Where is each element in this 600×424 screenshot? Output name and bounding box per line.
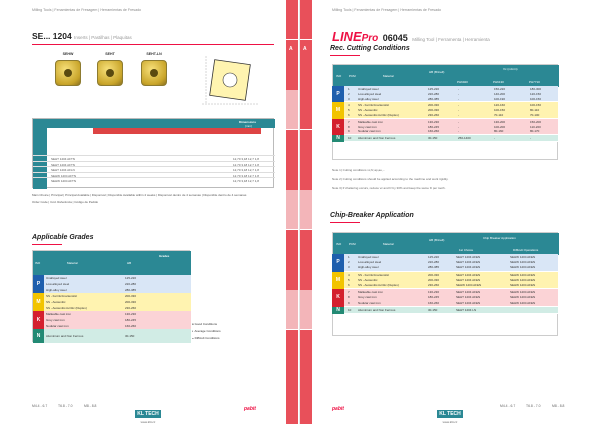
col-grade: PH7710: [529, 80, 540, 84]
table-cell: Nodular cast iron: [358, 129, 381, 134]
iso-label: P: [332, 254, 344, 272]
table-cell: SEHW 1204 AFEN: [510, 255, 536, 259]
dims: 12,70 3,18 12,7 1,8: [233, 168, 259, 172]
side-tab-strip-right: [300, 0, 312, 424]
iso-band: [332, 135, 558, 142]
table-cell: High-alloy steel: [358, 265, 379, 270]
table-cell: 1: [348, 255, 350, 259]
footer-nav-3[interactable]: M8 - 8.8: [552, 404, 565, 408]
footer-nav-2[interactable]: T6.8 - 7.0: [58, 404, 73, 408]
table-cell: SS - Austenitic-ferritic (Duplex): [358, 282, 399, 287]
title-sub: Inserts | Pastilhas | Plaquitas: [74, 35, 132, 40]
table-cell: 3: [348, 265, 350, 270]
table-cell: -: [458, 91, 459, 96]
tab-label-a-left: A: [289, 46, 293, 52]
table-cell: Malleable cast iron: [358, 290, 384, 295]
notes: [332, 168, 448, 191]
dimension-drawing: [198, 50, 264, 112]
dims: 12,70 3,18 12,7 1,8: [233, 162, 259, 167]
table-cell: SEHT 1204 AFEN: [456, 265, 481, 270]
table-cell: 125-220: [428, 87, 440, 91]
col-material: Material: [67, 261, 78, 265]
tab[interactable]: [286, 90, 298, 130]
table-cell: 2: [348, 91, 350, 96]
table-cell: 230-260: [428, 282, 440, 287]
brand-line: LINE: [332, 29, 362, 44]
table-cell: 200-330: [428, 108, 440, 113]
iso-label: M: [33, 293, 44, 311]
material: SS - Austenitic: [46, 300, 66, 304]
hb: 125-220: [125, 276, 137, 280]
iso-label: K: [33, 311, 44, 329]
table-header: [333, 65, 559, 87]
table-cell: 5: [348, 108, 350, 113]
designation: SEHT 1204 AFLN: [51, 168, 75, 172]
tab-a[interactable]: [286, 0, 298, 40]
table-cell: 160-260: [428, 300, 440, 305]
hb: 230-260: [125, 306, 137, 310]
table-cell: 250-1400: [458, 136, 471, 141]
hb: 220-280: [125, 282, 137, 286]
col-iso: ISO: [336, 74, 342, 78]
table-cell: Aluminium and Non Ferrous: [358, 136, 396, 141]
table-cell: Low-alloyed steel: [358, 91, 382, 96]
hb: 200-330: [125, 294, 137, 298]
kltech-logo-right: [434, 402, 466, 424]
hb: 280-385: [125, 288, 137, 292]
iso-band: [332, 102, 558, 118]
iso-label: P: [332, 86, 344, 102]
table-cell: -: [458, 129, 459, 134]
table-cell: SEHW 1204 AFEN: [510, 277, 536, 282]
table-cell: -: [458, 103, 459, 108]
table-cell: High-alloy steel: [358, 96, 379, 101]
note: Note 2) Cutting conditions should be applied according to the machine and work rigidity.: [332, 177, 449, 181]
material: Nodular cast iron: [46, 324, 69, 328]
table-cell: -: [458, 124, 459, 129]
iso-label: N: [332, 307, 344, 314]
table-cell: Grey cast iron: [358, 295, 377, 300]
table-cell: -: [458, 112, 459, 117]
order-code: 1114024: [35, 157, 47, 161]
table-cell: 125-220: [428, 255, 440, 259]
table-cell: 80-170: [530, 129, 540, 134]
table-cell: SEHT 1204 AFEN: [456, 260, 481, 265]
table-cell: 100-150: [494, 108, 506, 113]
material: SS - Ferritic/martensitic: [46, 294, 78, 298]
table-cell: 30-150: [428, 307, 438, 312]
table-cell: SEHT 1204 AFEN: [456, 290, 481, 295]
model-sub: Milling Tool | Ferramenta | Herramienta: [412, 37, 490, 42]
table-cell: 80-110: [530, 108, 540, 113]
pabit-logo: pabit: [244, 406, 256, 412]
order-code: 1114032: [35, 162, 47, 167]
page-header-right: Milling Tools | Fenamientas de Fresagem | Herramientas de Fresado: [332, 8, 442, 12]
iso-m-band: [33, 293, 191, 311]
table-cell: Malleable cast iron: [358, 119, 384, 124]
table-cell: SS - Austenitic: [358, 108, 378, 113]
applicable-grades-table: [32, 250, 190, 342]
dims: 12,70 3,18 12,7 1,8: [233, 157, 259, 161]
table-cell: 150-200: [530, 119, 542, 124]
table-cell: 70-100: [530, 112, 540, 117]
table-cell: 280-385: [428, 96, 440, 101]
footer-nav-3[interactable]: M8 - 8.8: [84, 404, 97, 408]
table-cell: 140-200: [494, 91, 506, 96]
iso-label: N: [33, 329, 44, 343]
table-cell: Grey cast iron: [358, 124, 377, 129]
order-code-legend: Order Code | Cód. Referência | Código de Pedido: [32, 200, 99, 204]
table-cell: 8: [348, 295, 350, 300]
legend-good: ● Good Conditions: [192, 322, 218, 326]
table-cell: 120-150: [530, 91, 542, 96]
iso-band: [332, 272, 558, 290]
table-cell: -: [530, 136, 531, 141]
table-cell: 8: [348, 124, 350, 129]
footer-nav-2[interactable]: T6.8 - 7.0: [526, 404, 541, 408]
material: Malleable cast iron: [46, 312, 72, 316]
iso-band: [332, 86, 558, 102]
grades-table: [32, 118, 274, 188]
tab[interactable]: [300, 290, 312, 330]
table-cell: SEHW 1204 AFEN: [510, 282, 536, 287]
iso-k-band: [33, 311, 191, 329]
table-cell: SEHT 1204 AFEN: [456, 277, 481, 282]
tab-a[interactable]: [300, 0, 312, 40]
dims: 12,70 3,18 12,7 1,8: [233, 179, 259, 183]
iso-label: M: [332, 102, 344, 118]
table-cell: 200-330: [428, 103, 440, 108]
table-cell: SEHW 1204 AFEN: [510, 295, 536, 300]
table-cell: 30-150: [428, 136, 438, 141]
table-cell: Unalloyed steel: [358, 255, 379, 259]
table-cell: 3: [348, 96, 350, 101]
title-code: SE... 1204: [32, 31, 72, 41]
insert-image: [97, 60, 123, 86]
col-pcm: PCM: [349, 74, 356, 78]
iso-p-band: [33, 275, 191, 293]
table-cell: 100-200: [494, 124, 506, 129]
table-cell: SEHW 1204 AFEN: [510, 265, 536, 270]
table-cell: 6: [348, 112, 350, 117]
footer-nav-1[interactable]: M4.4 - 6.7: [32, 404, 48, 408]
material: Unalloyed steel: [46, 276, 67, 280]
material: Low-alloyed steel: [46, 282, 70, 286]
table-cell: 100-150: [530, 103, 542, 108]
table-cell: SEHT 1204 AFEN: [456, 255, 481, 259]
brand-title: [332, 28, 490, 46]
table-cell: SEHW 1204 AFEN: [510, 260, 536, 265]
designation: SEHT 1204 AFTN: [51, 157, 75, 161]
hb: 180-245: [125, 318, 137, 322]
tab[interactable]: [286, 290, 298, 330]
table-cell: Low-alloyed steel: [358, 260, 382, 265]
side-tab-strip-left: [286, 0, 298, 424]
col-pcm: PCM: [349, 242, 356, 246]
availability-legend: Main Choice | Principal | Principal Available | Disponível | Disponible Available within 4 weeks | Disponível dentro de 4 semanas | Disponible dentro de 4 semanas: [32, 193, 247, 197]
brand-pro: Pro: [361, 33, 379, 44]
kltech-logo: [132, 402, 164, 424]
designation: SEHW 1204 AFTN: [51, 173, 77, 178]
col-1st-choice: 1st Choice: [459, 248, 474, 252]
table-cell: SS - Austenitic-ferritic (Duplex): [358, 112, 399, 117]
tab[interactable]: [300, 190, 312, 230]
table-cell: 2: [348, 260, 350, 265]
col-iso: ISO: [35, 261, 41, 265]
table-cell: 80-160: [494, 129, 504, 134]
col-group: Chip Breaker Application: [483, 236, 516, 240]
hb: 160-260: [125, 324, 137, 328]
table-cell: 4: [348, 272, 350, 277]
table-cell: 180-245: [428, 124, 440, 129]
footer-nav-1[interactable]: M4.4 - 6.7: [500, 404, 516, 408]
table-cell: 70-110: [494, 112, 504, 117]
iso-label: N: [332, 135, 344, 142]
kltech-url: www.kltt.cz: [140, 420, 156, 424]
shape-label: SEHW: [62, 52, 74, 56]
col-hb: HB: [127, 261, 132, 265]
grades-table-subheader: [93, 128, 261, 134]
chip-title: Chip-Breaker Application: [330, 212, 414, 219]
col-vc: Vc (m/min): [503, 67, 518, 71]
dim-header: Dimensions: [239, 120, 257, 124]
hb: 30-150: [125, 334, 135, 338]
col-material: Material: [383, 242, 394, 246]
page-title: [32, 31, 132, 41]
table-cell: 6: [348, 282, 350, 287]
shape-label: SEHT: [105, 52, 115, 56]
iso-band: [332, 119, 558, 135]
iso-label: K: [332, 119, 344, 135]
table-cell: 100-150: [530, 96, 542, 101]
table-cell: 130-230: [428, 290, 440, 295]
table-cell: -: [458, 108, 459, 113]
table-cell: 120-160: [494, 103, 506, 108]
insert-image: [55, 60, 81, 86]
designation: SEHT 1204 AFTN: [51, 162, 75, 167]
table-cell: SEHT 1204 AFEN: [456, 272, 481, 277]
tab[interactable]: [286, 190, 298, 230]
kltech-url: www.kltt.cz: [442, 420, 458, 424]
table-cell: 1: [348, 87, 350, 91]
model-number: 06045: [382, 33, 408, 43]
iso-band: [332, 254, 558, 272]
table-cell: 5: [348, 277, 350, 282]
table-cell: 160-260: [428, 129, 440, 134]
shape-label: SEHT-LN: [146, 52, 162, 56]
iso-label: P: [33, 275, 44, 293]
table-cell: 7: [348, 290, 350, 295]
note: Note 3) If chattering occurs, reduce vc and fz by 30% and keep the same fz per tooth.: [332, 186, 446, 190]
col-grade: PH6130: [493, 80, 504, 84]
table-cell: SEHW 1204 AFEN: [456, 282, 482, 287]
table-cell: 230-260: [428, 112, 440, 117]
page-header: Milling Tools | Fenamientas de Fresagem | Herramientas de Fresado: [32, 8, 142, 12]
iso-label: K: [332, 289, 344, 307]
designation: SEHW 1204 AFTN: [51, 179, 77, 183]
table-cell: -: [458, 119, 459, 124]
table-cell: 100-190: [494, 96, 506, 101]
table-row: [33, 177, 275, 182]
table-cell: 220-280: [428, 260, 440, 265]
table-cell: 180-300: [530, 87, 542, 91]
table-cell: SEHT 1204 AFEN: [456, 300, 481, 305]
col-grades: Grades: [159, 254, 170, 258]
col-difficult: Difficult Operations: [513, 248, 539, 252]
table-cell: Aluminium and Non Ferrous: [358, 307, 396, 312]
note: Note 1) Cutting conditions vc,fz,ap,ae,...: [332, 168, 386, 172]
table-cell: 10: [348, 307, 352, 312]
order-code: 1114066: [35, 179, 47, 183]
table-cell: 7: [348, 119, 350, 124]
table-cell: SEHW 1204 AFEN: [510, 290, 536, 295]
kltech-text: KL TECH: [439, 411, 461, 417]
material: High-alloy steel: [46, 288, 67, 292]
table-cell: 110-200: [530, 124, 541, 129]
table-cell: Unalloyed steel: [358, 87, 379, 91]
order-code: 1114058: [35, 173, 47, 178]
table-cell: 10: [348, 136, 352, 141]
col-hb: HB (Brinell): [429, 238, 445, 242]
table-cell: SEHT 1204 LN: [456, 307, 477, 312]
table-cell: SEHT 1204 AFEN: [456, 295, 481, 300]
tab-label-a-right: A: [303, 46, 307, 52]
table-cell: -: [494, 136, 495, 141]
table-cell: 9: [348, 300, 350, 305]
shape-seht-ln: [134, 52, 174, 86]
table-cell: SS - Ferritic/martensitic: [358, 272, 390, 277]
material: SS - Austenitic-ferritic (Duplex): [46, 306, 87, 310]
material: Grey cast iron: [46, 318, 65, 322]
title-rule: [32, 44, 274, 45]
table-cell: SEHW 1204 AFEN: [510, 272, 536, 277]
legend-difficult: ◒ Difficult Conditions: [192, 336, 220, 340]
table-cell: 130-200: [494, 119, 506, 124]
insert-image: [141, 60, 167, 86]
iso-band: [332, 289, 558, 307]
col-material: Material: [383, 74, 394, 78]
table-cell: Nodular cast iron: [358, 300, 381, 305]
iso-n-band: [33, 329, 191, 343]
table-cell: 200-330: [428, 277, 440, 282]
material: Aluminium and Non Ferrous: [46, 334, 84, 338]
table-cell: 4: [348, 103, 350, 108]
table-cell: 150-220: [494, 87, 506, 91]
pabit-logo-right: pabit: [332, 406, 344, 412]
col-hb: HB (Brinell): [429, 70, 445, 74]
shape-seht: [90, 52, 130, 86]
iso-band: [332, 307, 558, 314]
table-cell: 220-280: [428, 91, 440, 96]
kltech-text: KL TECH: [137, 411, 159, 417]
section-title: Applicable Grades: [32, 234, 94, 241]
table-cell: SS - Ferritic/martensitic: [358, 103, 390, 108]
rec-title: Rec. Cutting Conditions: [330, 45, 410, 52]
hb: 130-230: [125, 312, 137, 316]
table-cell: 200-330: [428, 272, 440, 277]
table-cell: SS - Austenitic: [358, 277, 378, 282]
col-iso: ISO: [336, 242, 342, 246]
table-cell: -: [458, 96, 459, 101]
table-cell: 9: [348, 129, 350, 134]
iso-label: M: [332, 272, 344, 290]
table-cell: 130-230: [428, 119, 440, 124]
legend-average: ◐ Average Conditions: [192, 329, 221, 333]
col-grade: PH6920: [457, 80, 468, 84]
table-cell: 180-245: [428, 295, 440, 300]
table-cell: SEHW 1204 AFEN: [510, 300, 536, 305]
hb: 200-330: [125, 300, 137, 304]
table-cell: -: [458, 87, 459, 91]
tab[interactable]: [300, 90, 312, 130]
dims: 12,70 3,18 12,7 1,8: [233, 173, 259, 178]
dim-unit: (mm): [245, 124, 252, 128]
order-code: 1114040: [35, 168, 47, 172]
shape-sehw: [48, 52, 88, 86]
table-cell: 280-385: [428, 265, 440, 270]
